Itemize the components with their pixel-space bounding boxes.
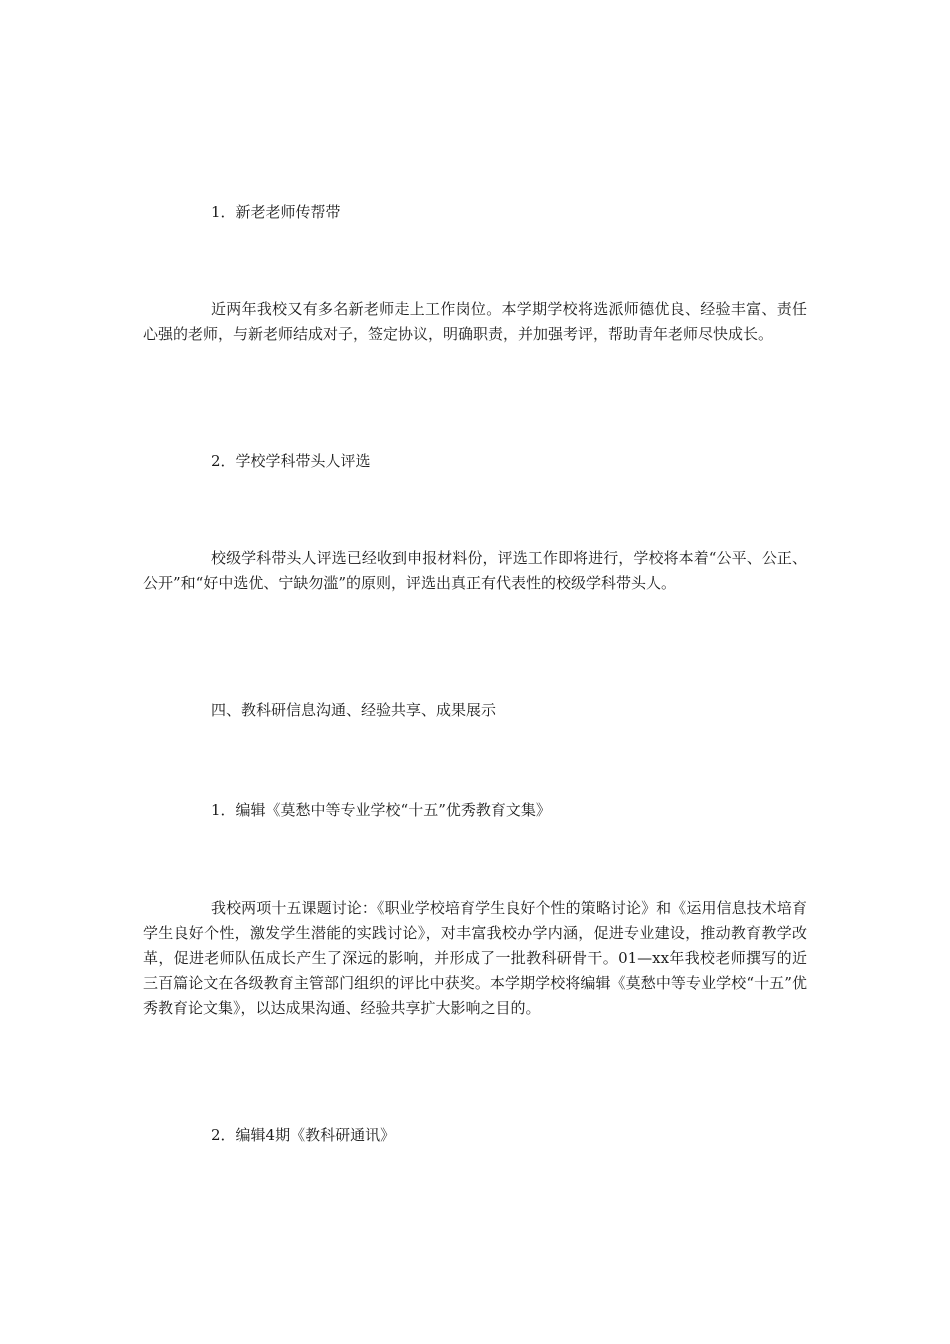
heading-mentoring: 1．新老老师传帮带 bbox=[211, 203, 341, 221]
paragraph-subject-leader: 校级学科带头人评选已经收到申报材料份，评选工作即将进行，学校将本着“公平、公正、公开”和“好中选优、宁缺勿滥”的原则，评选出真正有代表性的校级学科带头人。 bbox=[143, 549, 807, 592]
paragraph-mentoring: 近两年我校又有多名新老师走上工作岗位。本学期学校将选派师德优良、经验丰富、责任心强的老师，与新老师结成对子，签定协议，明确职责，并加强考评，帮助青年老师尽快成长。 bbox=[143, 300, 807, 343]
paragraph-edit-collection: 我校两项十五课题讨论：《职业学校培育学生良好个性的策略讨论》和《运用信息技术培育学生良好个性，激发学生潜能的实践讨论》，对丰富我校办学内涵，促进专业建设，推动教育教学改革，促进老师队伍成长产生了深远的影响，并形成了一批教科研骨干。01—xx年我校老师撰写的近三百篇论文在各级教育主管部门组织的评比中获奖。本学期学校将编辑《莫愁中等专业学校“十五”优秀教育论文集》，以达成果沟通、经验共享扩大影响之目的。 bbox=[143, 899, 807, 1017]
heading-subject-leader: 2．学校学科带头人评选 bbox=[211, 452, 371, 470]
section-heading-research-sharing: 四、教科研信息沟通、经验共享、成果展示 bbox=[211, 701, 497, 719]
heading-edit-collection: 1．编辑《莫愁中等专业学校“十五”优秀教育文集》 bbox=[211, 801, 551, 819]
heading-edit-newsletter: 2．编辑4期《教科研通讯》 bbox=[211, 1126, 396, 1144]
